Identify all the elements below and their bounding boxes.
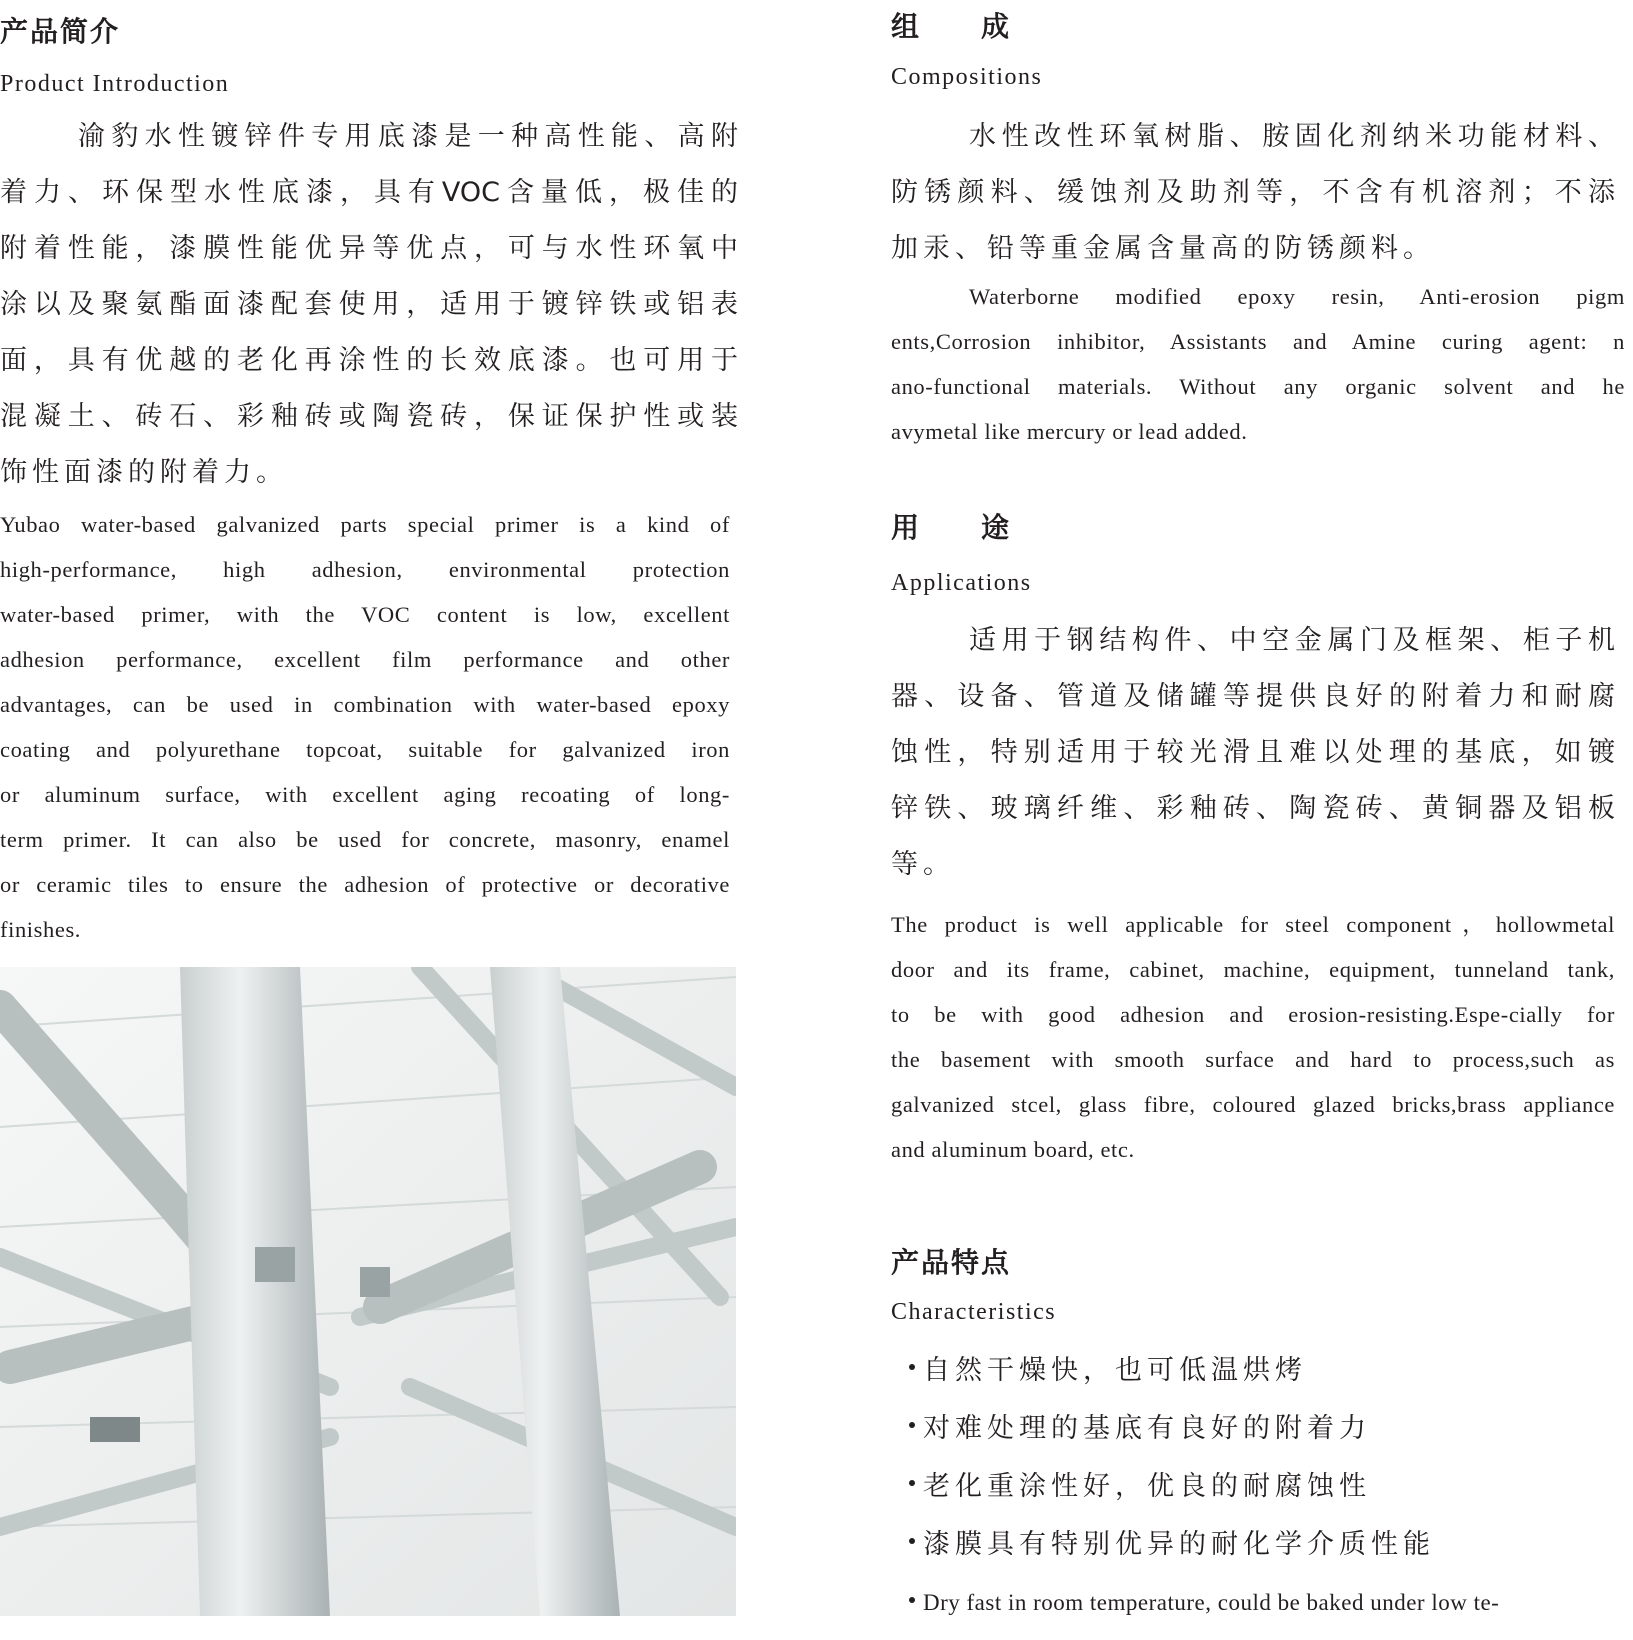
characteristics-list [891, 1342, 1499, 1632]
steel-structure-photo [0, 967, 736, 1616]
text-line: 涂以及聚氨酯面漆配套使用，适用于镀锌铁或铝表 [0, 289, 738, 320]
text-line: or ceramic tiles to ensure the adhesion of protective or decorative [0, 872, 730, 897]
text-line: finishes. [0, 917, 82, 942]
compositions-title-cn: 组 成 [891, 10, 1012, 43]
text-line: 防锈颜料、缓蚀剂及助剂等，不含有机溶剂；不添 [891, 177, 1615, 208]
text-line: door and its frame, cabinet, machine, equipment, tunneland tank, [891, 957, 1615, 982]
text-line: adhesion performance, excellent film performance and other [0, 647, 730, 672]
text-line: 着力、环保型水性底漆，具有VOC含量低，极佳的 [0, 177, 738, 208]
characteristic-text-en: Dry fast in room temperature, could be baked under low te- [923, 1590, 1500, 1615]
intro-cn-paragraph [0, 109, 738, 501]
intro-en-paragraph [0, 502, 730, 952]
characteristic-item [891, 1458, 1499, 1516]
characteristic-item [891, 1342, 1499, 1400]
text-line: advantages, can be used in combination with water-based epoxy [0, 692, 730, 717]
bullet-icon [909, 1364, 915, 1370]
applications-title-en: Applications [891, 570, 1032, 596]
text-line: to be with good adhesion and erosion-resisting.Espe-cially for [891, 1002, 1615, 1027]
text-line: and aluminum board, etc. [891, 1137, 1135, 1162]
text-line: 适用于钢结构件、中空金属门及框架、柜子机 [969, 625, 1615, 656]
text-line: water-based primer, with the VOC content is low, excellent [0, 602, 730, 627]
text-line: 锌铁、玻璃纤维、彩釉砖、陶瓷砖、黄铜器及铝板 [891, 793, 1615, 824]
text-line: galvanized stcel, glass fibre, coloured glazed bricks,brass appliance [891, 1092, 1615, 1117]
text-line: ano-functional materials. Without any organic solvent and he [891, 374, 1625, 399]
text-line: avymetal like mercury or lead added. [891, 419, 1248, 444]
characteristic-item [891, 1516, 1499, 1574]
applications-title-cn: 用 途 [891, 511, 1012, 544]
text-line: 蚀性，特别适用于较光滑且难以处理的基底，如镀 [891, 737, 1615, 768]
characteristics-title-cn: 产品特点 [891, 1246, 1012, 1279]
intro-title-en: Product Introduction [0, 71, 230, 97]
text-line: 饰性面漆的附着力。 [0, 457, 288, 488]
characteristic-text: 对难处理的基底有良好的附着力 [923, 1413, 1371, 1444]
characteristic-text: 老化重涂性好，优良的耐腐蚀性 [923, 1471, 1371, 1502]
intro-title-cn: 产品简介 [0, 15, 121, 48]
characteristic-text: 自然干燥快，也可低温烘烤 [923, 1355, 1307, 1386]
bullet-icon [909, 1597, 915, 1603]
bullet-icon [909, 1422, 915, 1428]
text-line: The product is well applicable for steel component，hollowmetal [891, 912, 1615, 937]
characteristic-item [891, 1400, 1499, 1458]
text-line: 混凝土、砖石、彩釉砖或陶瓷砖，保证保护性或装 [0, 401, 738, 432]
applications-en-paragraph [891, 902, 1615, 1172]
compositions-en-paragraph [891, 274, 1625, 454]
text-line: 渝豹水性镀锌件专用底漆是一种高性能、高附 [78, 121, 738, 152]
text-line: 附着性能，漆膜性能优异等优点，可与水性环氧中 [0, 233, 738, 264]
applications-cn-paragraph [891, 613, 1615, 893]
text-line: 器、设备、管道及储罐等提供良好的附着力和耐腐 [891, 681, 1615, 712]
text-line: 等。 [891, 849, 955, 880]
bullet-icon [909, 1480, 915, 1486]
text-line: the basement with smooth surface and hard to process,such as [891, 1047, 1615, 1072]
text-line: high-performance, high adhesion, environmental protection [0, 557, 730, 582]
compositions-cn-paragraph [891, 109, 1615, 277]
text-line: 加汞、铅等重金属含量高的防锈颜料。 [891, 233, 1435, 264]
text-line: or aluminum surface, with excellent aging recoating of long- [0, 782, 730, 807]
text-line: ents,Corrosion inhibitor, Assistants and Amine curing agent: n [891, 329, 1625, 354]
text-line: 水性改性环氧树脂、胺固化剂纳米功能材料、 [969, 121, 1615, 152]
bullet-icon [909, 1538, 915, 1544]
text-line: Waterborne modified epoxy resin, Anti-erosion pigm [969, 284, 1625, 309]
characteristics-title-en: Characteristics [891, 1299, 1057, 1325]
text-line: coating and polyurethane topcoat, suitable for galvanized iron [0, 737, 730, 762]
text-line: 面，具有优越的老化再涂性的长效底漆。也可用于 [0, 345, 738, 376]
characteristic-text: 漆膜具有特别优异的耐化学介质性能 [923, 1529, 1435, 1560]
characteristic-item-en [891, 1574, 1499, 1632]
text-line: term primer. It can also be used for concrete, masonry, enamel [0, 827, 730, 852]
compositions-title-en: Compositions [891, 64, 1043, 90]
text-line: Yubao water-based galvanized parts special primer is a kind of [0, 512, 730, 537]
